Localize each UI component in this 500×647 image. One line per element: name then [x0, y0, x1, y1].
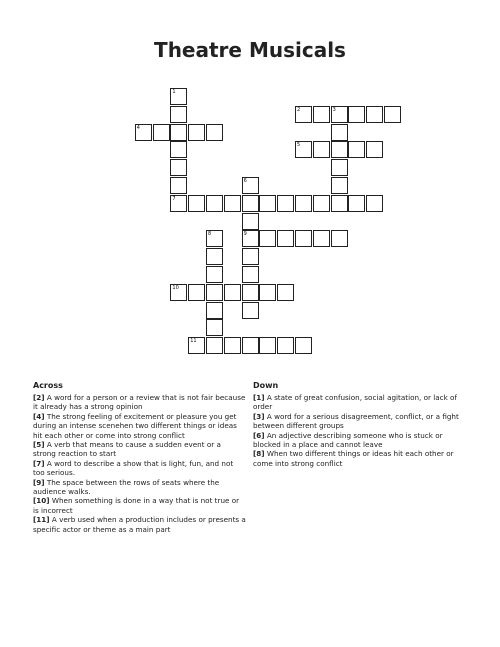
- clue-item: [253, 412, 466, 431]
- grid-cell[interactable]: [170, 141, 187, 158]
- grid-cell[interactable]: [188, 124, 205, 141]
- grid-cell[interactable]: [188, 195, 205, 212]
- grid-cell[interactable]: [313, 195, 330, 212]
- clue-number: 6: [243, 178, 247, 184]
- grid-cell[interactable]: [277, 337, 294, 354]
- grid-cell[interactable]: [206, 337, 223, 354]
- clue-text: When something is done in a way that is not true or is incorrect: [33, 496, 240, 515]
- clue-number-label: [3]: [253, 411, 265, 421]
- across-heading: Across: [33, 381, 63, 390]
- grid-cell[interactable]: [170, 177, 187, 194]
- grid-cell[interactable]: [295, 195, 312, 212]
- grid-cell[interactable]: [224, 195, 241, 212]
- clue-text: A verb that means to cause a sudden event or a strong reaction to start: [33, 440, 221, 459]
- clue-number: 2: [297, 106, 301, 113]
- clue-number-label: [9]: [33, 477, 45, 487]
- down-clue-list: [253, 393, 466, 468]
- clue-number-label: [7]: [33, 458, 45, 468]
- clue-text: A word for a person or a review that is not fair because it already has a strong opinion: [33, 393, 246, 412]
- clue-number-label: [1]: [253, 393, 265, 402]
- clue-item: [33, 440, 246, 459]
- grid-cell[interactable]: [242, 302, 259, 319]
- clue-text: A word to describe a show that is light, fun, and not too serious.: [33, 458, 234, 478]
- clue-item: [33, 412, 246, 440]
- grid-cell[interactable]: [366, 141, 383, 158]
- clue-text: The strong feeling of excitement or pleasure you get during an intense scenehen two different things or ideas hit each other or come into strong conflict: [33, 411, 237, 440]
- clue-item: [33, 478, 246, 497]
- grid-cell[interactable]: [366, 195, 383, 212]
- clue-number-label: [8]: [253, 449, 265, 459]
- clue-item: [253, 431, 466, 450]
- grid-cell[interactable]: [259, 337, 276, 354]
- clue-number-label: [10]: [33, 496, 50, 506]
- grid-cell[interactable]: [331, 195, 348, 212]
- clue-text: When two different things or ideas hit each other or come into strong conflict: [253, 449, 454, 468]
- grid-cell[interactable]: [170, 159, 187, 176]
- clue-number-label: [5]: [33, 440, 45, 450]
- grid-cell[interactable]: [277, 230, 294, 247]
- across-clues: [33, 381, 246, 534]
- grid-cell[interactable]: [170, 124, 187, 141]
- clue-item: [253, 393, 466, 412]
- grid-cell[interactable]: [206, 266, 223, 283]
- grid-cell[interactable]: [206, 284, 223, 301]
- grid-cell[interactable]: [331, 124, 348, 141]
- clue-number: 11: [190, 338, 197, 345]
- grid-cell[interactable]: [170, 106, 187, 123]
- grid-cell[interactable]: [313, 141, 330, 158]
- grid-cell[interactable]: [206, 302, 223, 319]
- grid-cell[interactable]: [313, 106, 330, 123]
- grid-cell[interactable]: [295, 141, 312, 158]
- clue-number: 8: [208, 231, 212, 238]
- grid-cell[interactable]: [277, 284, 294, 301]
- clue-item: [33, 393, 246, 412]
- grid-cell[interactable]: [313, 230, 330, 247]
- grid-cell[interactable]: [259, 230, 276, 247]
- clue-text: A state of great confusion, social agitation, or lack of order: [253, 393, 457, 412]
- grid-cell[interactable]: [259, 195, 276, 212]
- clue-number-label: [11]: [33, 515, 50, 525]
- grid-cell[interactable]: [331, 230, 348, 247]
- down-clues: [253, 381, 466, 468]
- grid-cell[interactable]: [170, 284, 187, 301]
- grid-cell[interactable]: [331, 177, 348, 194]
- grid-cell[interactable]: [188, 284, 205, 301]
- down-heading: Down: [253, 381, 279, 390]
- across-clue-list: [33, 393, 246, 534]
- clue-text: A verb used when a production includes or presents a specific actor or theme as a main part: [33, 515, 246, 534]
- clue-item: [33, 515, 246, 534]
- clue-number-label: [4]: [33, 411, 45, 421]
- grid-cell[interactable]: [366, 106, 383, 123]
- clue-number: 7: [172, 195, 176, 202]
- grid-cell[interactable]: [348, 106, 365, 123]
- grid-cell[interactable]: [170, 88, 187, 105]
- clue-text: A word for a serious disagreement, conflict, or a fight between different groups: [253, 411, 459, 431]
- clue-item: [253, 449, 466, 468]
- clue-text: An adjective describing someone who is stuck or blocked in a place and cannot leave: [253, 430, 443, 450]
- clue-number: 9: [243, 231, 247, 238]
- clue-item: [33, 496, 246, 515]
- page-title: Theatre Musicals: [154, 38, 346, 62]
- grid-cell[interactable]: [242, 337, 259, 354]
- grid-cell[interactable]: [295, 337, 312, 354]
- clue-number-label: [6]: [253, 430, 265, 440]
- grid-cell[interactable]: [242, 284, 259, 301]
- grid-cell[interactable]: [242, 230, 259, 247]
- clue-text: The space between the rows of seats where the audience walks.: [33, 477, 220, 497]
- grid-cell[interactable]: [295, 106, 312, 123]
- grid-cell[interactable]: [295, 230, 312, 247]
- grid-cell[interactable]: [277, 195, 294, 212]
- grid-cell[interactable]: [331, 159, 348, 176]
- clue-number: 5: [297, 142, 301, 149]
- grid-cell[interactable]: [348, 141, 365, 158]
- grid-cell[interactable]: [188, 337, 205, 354]
- grid-cell[interactable]: [206, 124, 223, 141]
- grid-cell[interactable]: [331, 106, 348, 123]
- grid-cell[interactable]: [331, 141, 348, 158]
- grid-cell[interactable]: [242, 248, 259, 265]
- grid-cell[interactable]: [242, 177, 259, 194]
- grid-cell[interactable]: [242, 213, 259, 230]
- grid-cell[interactable]: [348, 195, 365, 212]
- clue-number: 10: [172, 284, 179, 291]
- grid-cell[interactable]: [224, 337, 241, 354]
- clue-number: 4: [136, 124, 140, 131]
- grid-cell[interactable]: [224, 284, 241, 301]
- grid-cell[interactable]: [170, 195, 187, 212]
- grid-cell[interactable]: [206, 319, 223, 336]
- clue-number: 1: [172, 89, 176, 95]
- grid-cell[interactable]: [259, 284, 276, 301]
- clue-number: 3: [332, 106, 336, 113]
- grid-cell[interactable]: [206, 248, 223, 265]
- grid-cell[interactable]: [242, 195, 259, 212]
- grid-cell[interactable]: [206, 230, 223, 247]
- grid-cell[interactable]: [135, 124, 152, 141]
- grid-cell[interactable]: [242, 266, 259, 283]
- clue-number-label: [2]: [33, 393, 45, 402]
- grid-cell[interactable]: [153, 124, 170, 141]
- grid-cell[interactable]: [206, 195, 223, 212]
- grid-cell[interactable]: [384, 106, 401, 123]
- clue-item: [33, 459, 246, 478]
